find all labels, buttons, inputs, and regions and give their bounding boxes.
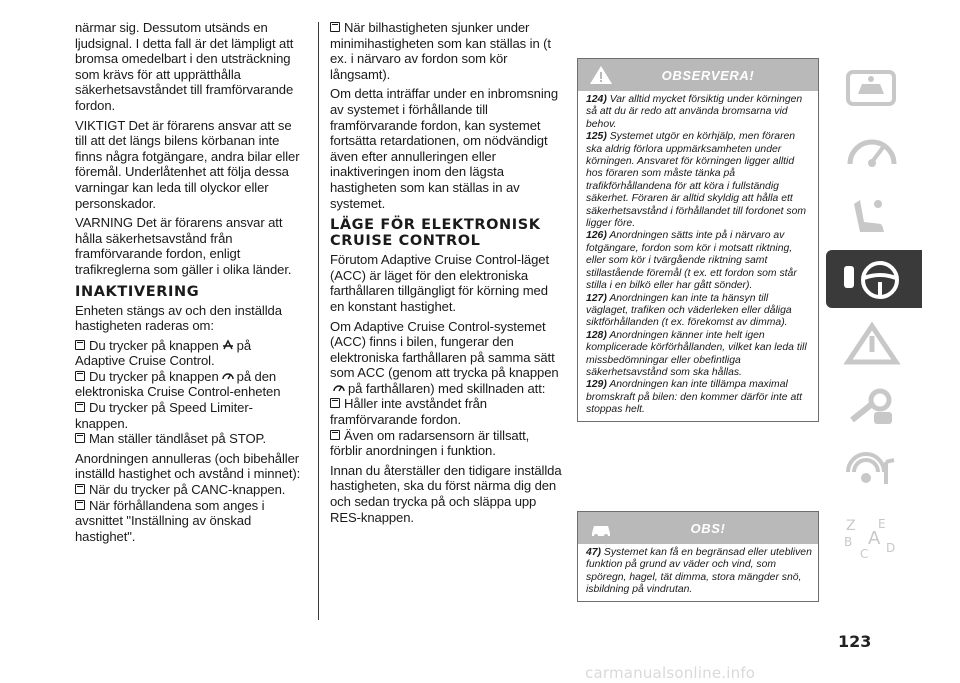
service-wrench-icon — [842, 386, 902, 430]
note-box-header — [578, 512, 818, 544]
bullet-icon — [75, 371, 85, 381]
tab-car-info[interactable] — [826, 58, 922, 116]
page-number: 123 — [838, 632, 872, 651]
bullet-icon — [330, 398, 340, 408]
bullet-item: När förhållandena som anges i avsnittet "Inställning av önskad hastighet". — [75, 497, 265, 544]
steering-wheel-icon — [842, 258, 902, 302]
svg-text:C: C — [860, 547, 869, 558]
warning-box-header — [578, 59, 818, 91]
warning-triangle-icon — [842, 322, 902, 366]
bullet-item: Du trycker på Speed Limiter-knappen. — [75, 400, 253, 431]
bullet-item: Man ställer tändlåset på STOP. — [75, 431, 303, 447]
car-info-icon — [842, 66, 902, 110]
tab-index[interactable] — [826, 506, 922, 564]
svg-text:Z: Z — [846, 518, 856, 534]
text-column-left — [75, 20, 303, 548]
tab-dashboard[interactable] — [826, 122, 922, 180]
acc-button-icon — [221, 339, 235, 351]
note-box — [577, 511, 819, 602]
bullet-item: När du trycker på CANC-knappen. — [75, 482, 303, 498]
bullet-item: Håller inte avståndet från framförvarande fordon. — [330, 396, 487, 428]
dashboard-icon — [842, 130, 902, 174]
media-icon — [842, 450, 902, 494]
text-column-middle — [330, 20, 564, 529]
paragraph: Enheten stängs av och den inställda hastigheten raderas om: — [75, 302, 282, 334]
bullet-icon — [330, 22, 340, 32]
section-heading: INAKTIVERING — [75, 283, 200, 300]
paragraph: VIKTIGT Det är förarens ansvar att se till att det längs bilens körbanan inte finns några fotgängare, andra bilar eller föremål. Underlåtenhet att följa dessa varningar kan leda till olyckor eller personskador. — [75, 117, 300, 211]
warning-box — [577, 58, 819, 422]
tab-starting-driving[interactable] — [826, 250, 922, 308]
note-item: 127) Anordningen kan inte ta hänsyn till väglaget, trafiken och väderleken eller dåliga siktförhållanden (t ex. förekomst av dimma). — [586, 292, 792, 329]
bullet-item: Även om radarsensorn är tillsatt, förblir anordningen i funktion. — [330, 427, 530, 459]
tab-safety[interactable] — [826, 186, 922, 244]
watermark: carmanualsonline.info — [585, 664, 756, 682]
svg-text:E: E — [878, 517, 886, 531]
tab-emergency[interactable] — [826, 314, 922, 372]
note-item: 126) Anordningen sätts inte på i närvaro av fotgängare, fordon som kör i motsatt riktning, eller som kör i tvärgående riktning samt stillastående föremål (t ex. ett fordon som står stilla i en bilkö eller har gått sönder). — [586, 230, 797, 292]
tab-multimedia[interactable] — [826, 442, 922, 500]
note-box-body — [578, 544, 818, 601]
index-abc-icon — [842, 514, 902, 558]
paragraph: VARNING Det är förarens ansvar att hålla säkerhetsavstånd från framförvarande fordon, enligt trafikreglerna som gäller i olika länder. — [75, 215, 292, 277]
bullet-icon — [75, 402, 85, 412]
column-divider — [318, 22, 319, 620]
warning-box-title: OBSERVERA! — [661, 68, 755, 83]
svg-text:D: D — [886, 541, 896, 555]
bullet-icon — [75, 340, 85, 350]
safety-seat-icon — [842, 194, 902, 238]
chapter-tabs — [826, 58, 922, 570]
bullet-icon — [75, 484, 85, 494]
note-item: 128) Anordningen känner inte helt igen komplicerade körförhållanden, vilket kan leda till missbedömningar eller obefintliga säkerhetsavstånd som ska hållas. — [586, 329, 807, 378]
warning-box-body — [578, 91, 818, 421]
bullet-icon — [330, 430, 340, 440]
svg-text:A: A — [868, 528, 881, 549]
bullet-icon — [75, 500, 85, 510]
bullet-item: Du trycker på knappen på den elektroniska Cruise Control-enheten — [75, 368, 281, 400]
note-item: 129) Anordningen kan inte tillämpa maximal bromskraft på bilen: den kommer därför inte att stoppas helt. — [586, 379, 802, 416]
note-box-title: OBS! — [690, 521, 726, 536]
paragraph: Innan du återställer den tidigare inställda hastigheten, ska du först närma dig den och sedan trycka på och släppa upp RES-knappen. — [330, 462, 562, 525]
paragraph: Om Adaptive Cruise Control-systemet (ACC) finns i bilen, fungerar den elektroniska farthållaren på samma sätt som ACC (genom att trycka på knappenpå farthållaren) med skillnaden att: — [330, 318, 559, 396]
cruise-control-button-icon — [221, 370, 235, 382]
bullet-icon — [75, 433, 85, 443]
paragraph: Anordningen annulleras (och bibehåller inställd hastighet och avstånd i minnet): — [75, 450, 301, 482]
paragraph: Förutom Adaptive Cruise Control-läget (ACC) är läget för den elektroniska farthållaren tillgängligt för körning med en konstant hastighet. — [330, 252, 549, 314]
paragraph: närmar sig. Dessutom utsänds en ljudsignal. I detta fall är det lämpligt att bromsa omedelbart i den utsträckning som krävs för att upprätthålla säkerhetsavståndet till framförvarande fordon. — [75, 20, 294, 113]
note-item: 125) Systemet utgör en körhjälp, men föraren ska aldrig förlora uppmärksamheten under körningen. Ansvaret för körningen ligger alltid hos föraren som måste tänka på trafikförhållandena för att köra i fullständig säkerhet. Föraren är alltid skyldig att hålla ett säkerhetsavstånd i förhållandet till fordonet som ligger före. — [586, 131, 807, 230]
section-heading: LÄGE FÖR ELEKTRONISK CRUISE CONTROL — [330, 217, 541, 250]
bullet-item: Du trycker på knappen på Adaptive Cruise Control. — [75, 337, 252, 369]
bullet-item: När bilhastigheten sjunker under minimihastigheten som kan ställas in (t ex. i närvaro av fordon som kör långsamt). — [330, 20, 551, 82]
cruise-control-button-icon — [332, 382, 346, 394]
note-item: 124) Var alltid mycket försiktig under körningen så att du är redo att använda bromsarna vid behov. — [586, 94, 803, 130]
tab-maintenance[interactable] — [826, 378, 922, 436]
paragraph: Om detta inträffar under en inbromsning av systemet i förhållande till framförvarande fordon, kan systemet fortsätta retardationen, om nödvändigt även efter annulleringen eller inaktiveringen inom den lägsta hastigheten som kan ställas in av systemet. — [330, 86, 559, 211]
note-item: 47) Systemet kan få en begränsad eller utebliven funktion på grund av väder och vind, som spöregn, hagel, tät dimma, stora mängder snö, isbildning på vindrutan. — [586, 547, 812, 596]
svg-text:B: B — [844, 535, 853, 549]
